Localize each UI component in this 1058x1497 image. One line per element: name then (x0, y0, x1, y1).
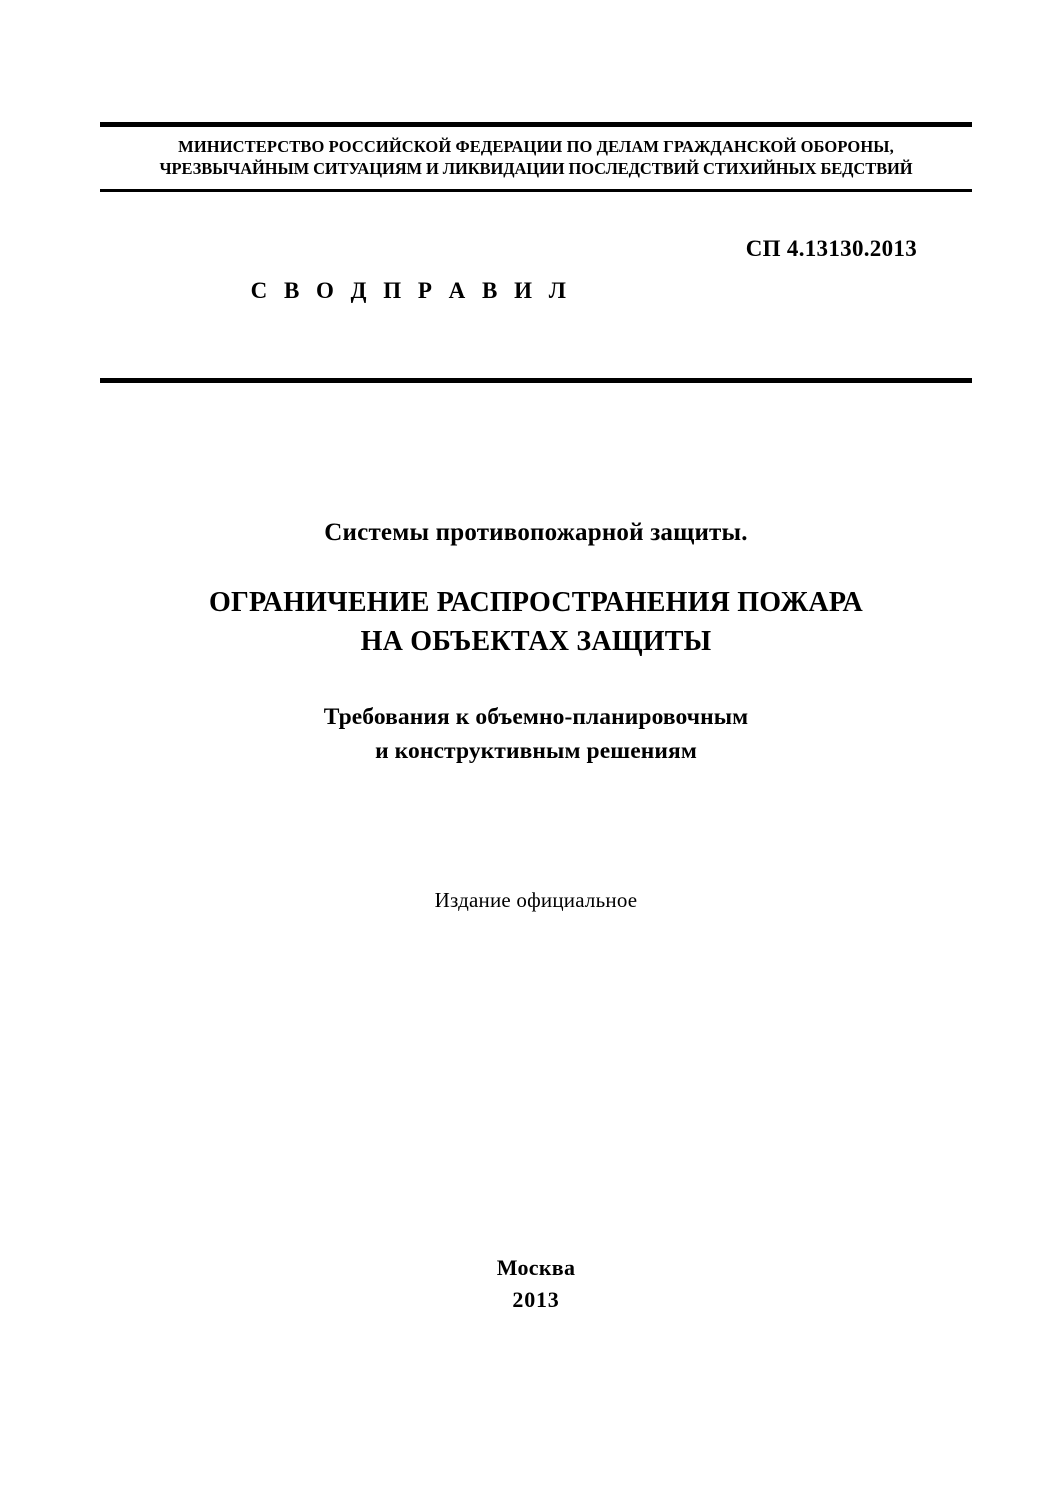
footer-year: 2013 (512, 1287, 560, 1312)
edition-note: Издание официальное (434, 888, 638, 913)
separator-rule-block (100, 378, 972, 384)
ministry-name-line-2: ЧРЕЗВЫЧАЙНЫМ СИТУАЦИЯМ И ЛИКВИДАЦИИ ПОСЛЕДСТВИЙ СТИХИЙНЫХ БЕДСТВИЙ (159, 159, 913, 179)
separator-rule-gap (376, 372, 378, 378)
document-title-block (100, 519, 972, 769)
page-title-main (100, 583, 972, 663)
page-title-requirements-line-1: Требования к объемно-планировочным (323, 704, 749, 731)
separator-rule (100, 378, 972, 383)
page-title-requirements-line-2: и конструктивным решениям (375, 738, 697, 765)
ministry-header-block (100, 122, 972, 192)
document-code: СП 4.13130.2013 (745, 235, 917, 261)
page-title-subject: Системы противопожарной защиты. (324, 518, 748, 546)
document-type-label: С В О Д П Р А В И Л (250, 277, 572, 303)
header-bottom-rule (100, 189, 972, 192)
footer-city: Москва (496, 1255, 576, 1280)
page-title-requirements (100, 700, 972, 768)
document-footer (100, 1255, 972, 1313)
ministry-name (100, 127, 972, 189)
page-title-main-line-1: ОГРАНИЧЕНИЕ РАСПРОСТРАНЕНИЯ ПОЖАРА (209, 586, 863, 618)
ministry-name-line-1: МИНИСТЕРСТВО РОССИЙСКОЙ ФЕДЕРАЦИИ ПО ДЕЛАМ ГРАЖДАНСКОЙ ОБОРОНЫ, (178, 137, 894, 156)
page-title-main-line-2: НА ОБЪЕКТАХ ЗАЩИТЫ (360, 626, 712, 658)
page-content (100, 0, 972, 1497)
